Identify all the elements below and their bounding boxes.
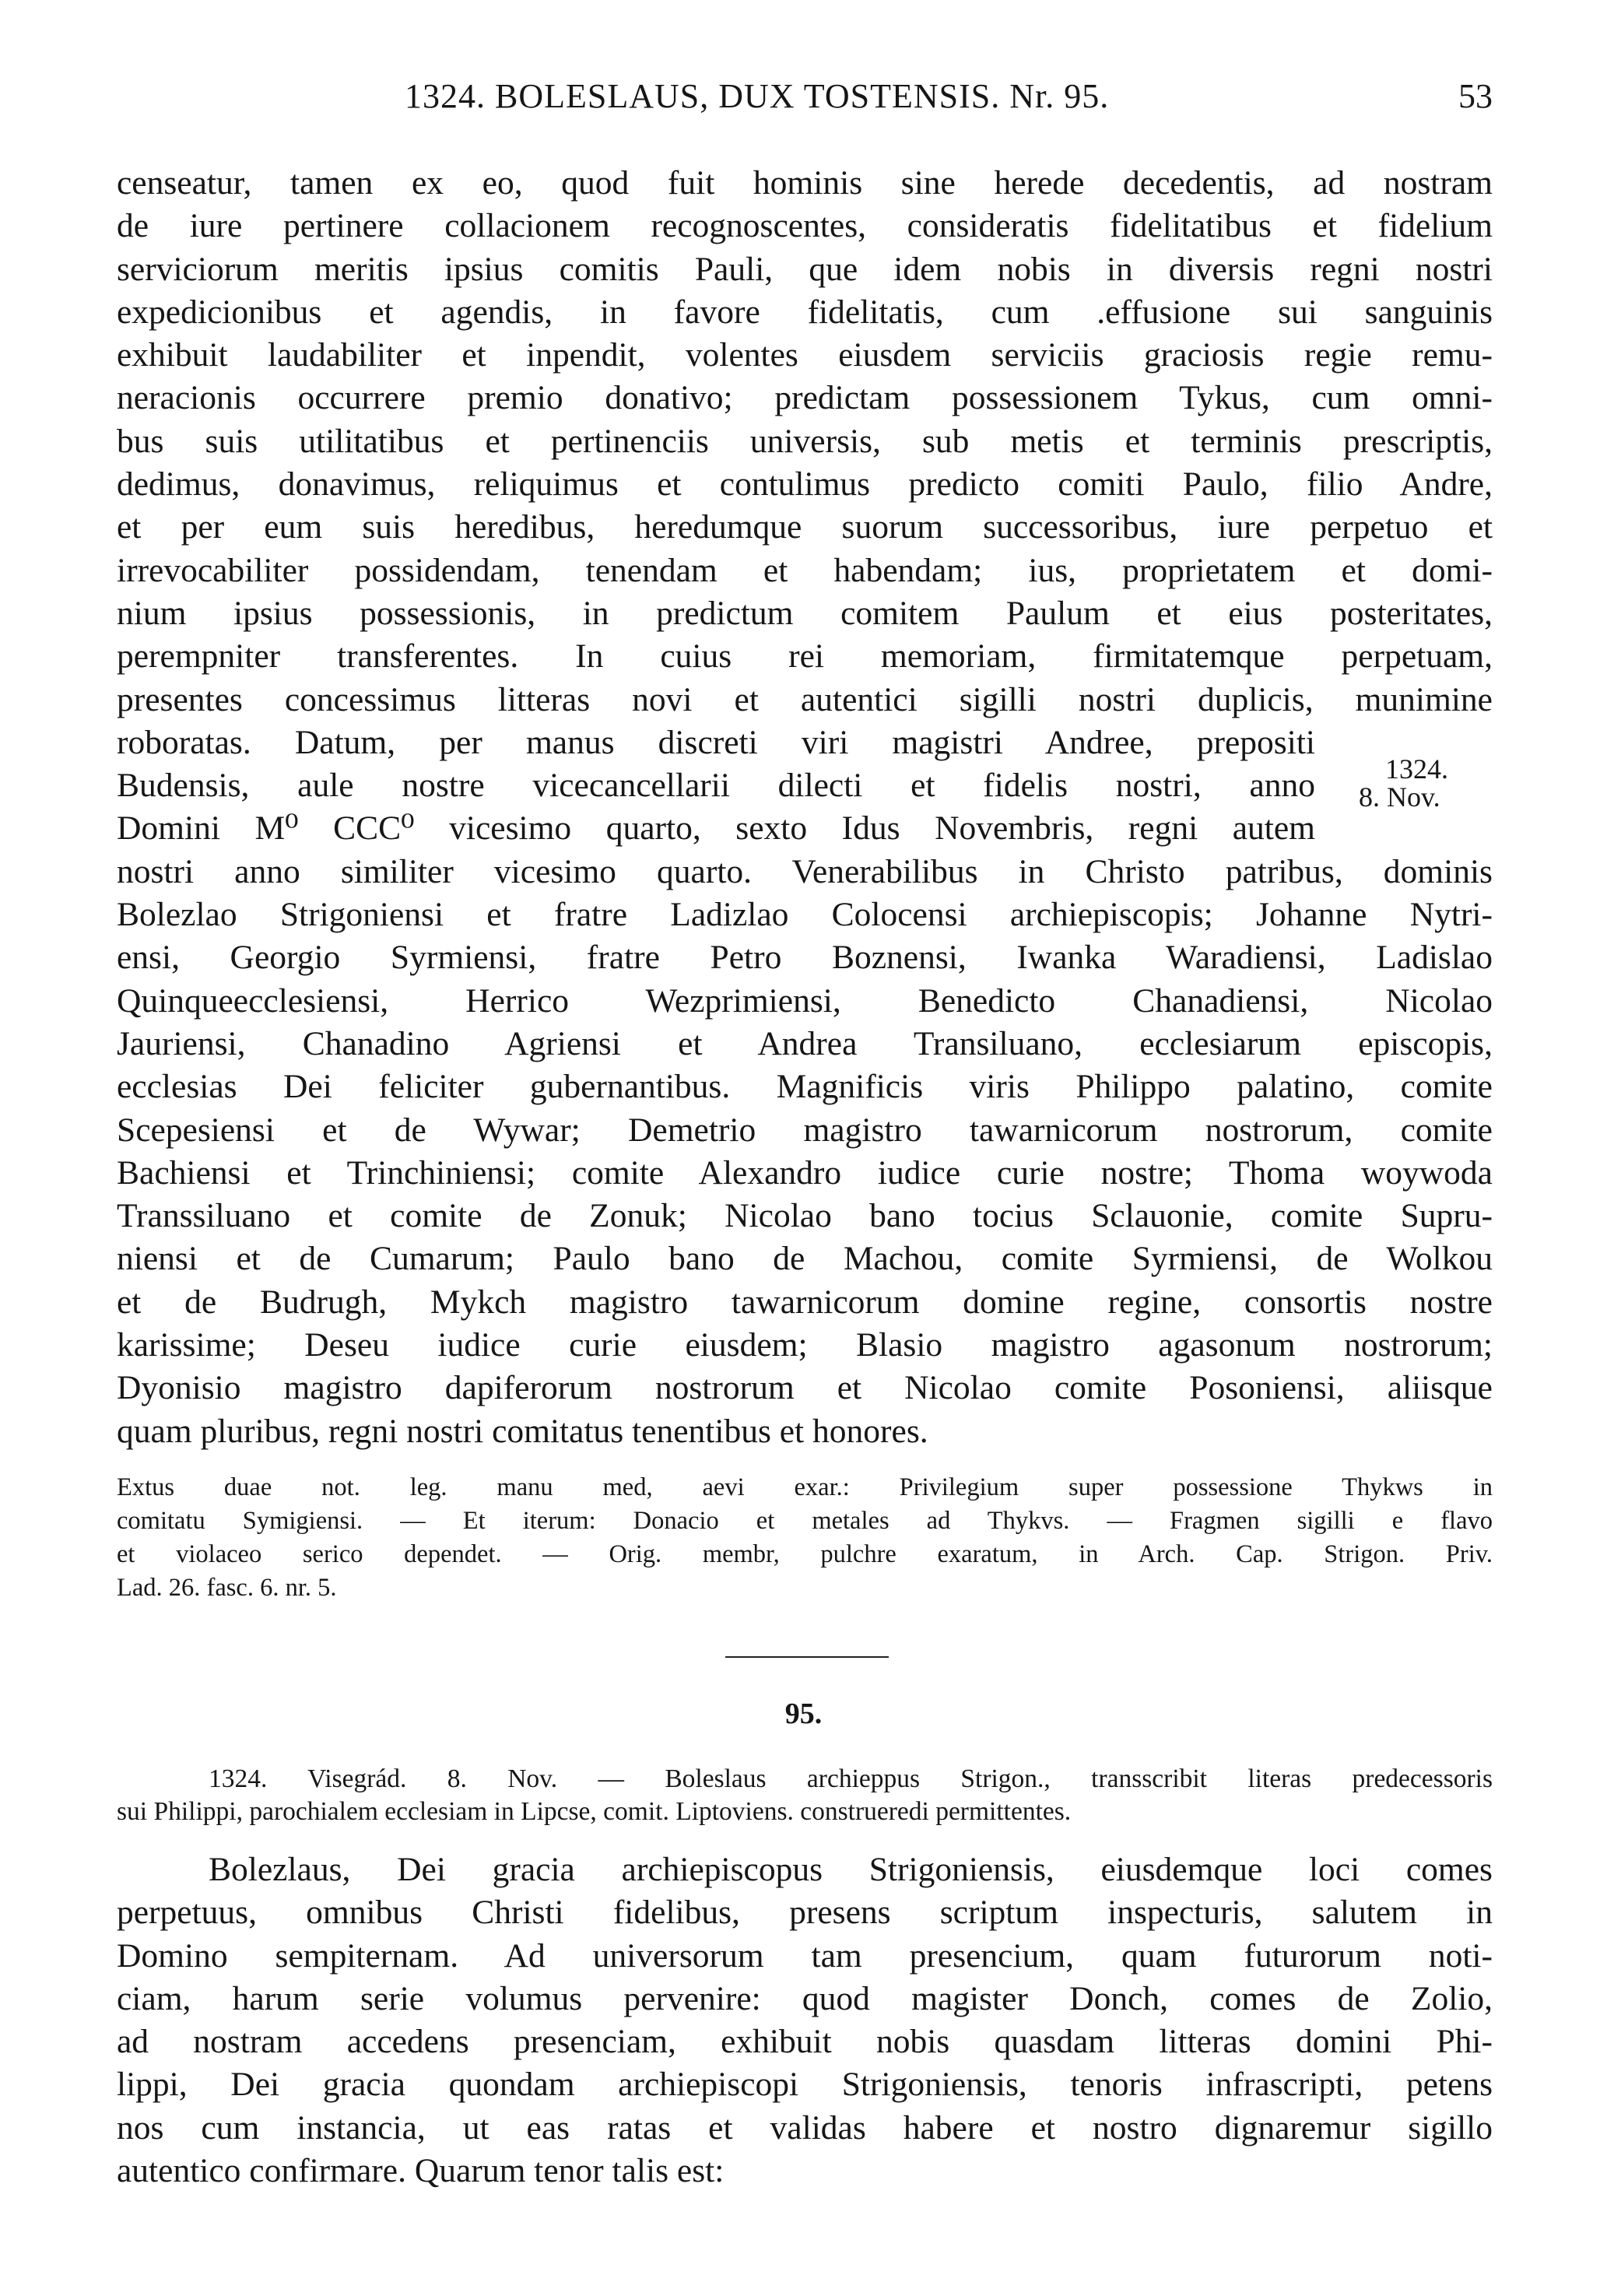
text-line: roboratas. Datum, per manus discreti viri magistri Andree, prepositi [117, 723, 1315, 761]
text-line: perpetuus, omnibus Christi fidelibus, presens scriptum inspecturis, salutem in [117, 1894, 1493, 1932]
text-line: Bachiensi et Trinchiniensi; comite Alexandro iudice curie nostre; Thoma woywoda [117, 1153, 1493, 1192]
text-line: Domini M⁰ CCC⁰ vicesimo quarto, sexto Idus Novembris, regni autem [117, 809, 1315, 848]
text-line: autentico confirmare. Quarum tenor talis est: [117, 2152, 725, 2190]
text-line: exhibuit laudabiliter et inpendit, volentes eiusdem serviciis graciosis regie remu- [117, 336, 1493, 374]
text-line: nostri anno similiter vicesimo quarto. Venerabilibus in Christo patribus, dominis [117, 852, 1493, 890]
text-line: serviciorum meritis ipsius comitis Pauli, que idem nobis in diversis regni nostri [117, 250, 1493, 288]
charter-text [117, 162, 1493, 1453]
text-line: nos cum instancia, ut eas ratas et validas habere et nostro dignaremur sigillo [117, 2108, 1493, 2147]
text-line: lippi, Dei gracia quondam archiepiscopi Strigoniensis, tenoris infrascripti, petens [117, 2066, 1493, 2104]
text-line: censeatur, tamen ex eo, quod fuit hominis sine herede decedentis, ad nostram [117, 164, 1493, 202]
regest-summary [117, 1763, 1493, 1828]
text-line: Bolezlao Strigoniensi et fratre Ladizlao Colocensi archiepiscopis; Johanne Nytri- [117, 896, 1493, 934]
text-line: presentes concessimus litteras novi et autentici sigilli nostri duplicis, munimine [117, 680, 1493, 718]
text-line: dedimus, donavimus, reliquimus et contulimus predicto comiti Paulo, filio Andre, [117, 465, 1493, 504]
text-line: expedicionibus et agendis, in favore fidelitatis, cum .effusione sui sanguinis [117, 293, 1493, 331]
note-line: et violaceo serico dependet. — Orig. membr, pulchre exaratum, in Arch. Cap. Strigon. Priv. [117, 1540, 1493, 1568]
running-title: 1324. BOLESLAUS, DUX TOSTENSIS. Nr. 95. [405, 77, 1110, 115]
running-header [117, 76, 1493, 131]
text-line: karissime; Deseu iudice curie eiusdem; Blasio magistro agasonum nostrorum; [117, 1326, 1493, 1364]
text-line: Budensis, aule nostre vicecancellarii dilecti et fidelis nostri, anno [117, 767, 1315, 805]
text-line: et de Budrugh, Mykch magistro tawarnicorum domine regine, consortis nostre [117, 1283, 1493, 1321]
regest-line: sui Philippi, parochialem ecclesiam in Lipcse, comit. Liptoviens. construeredi permittentes. [117, 1797, 1072, 1826]
margin-date-year: 1324. [1385, 753, 1448, 785]
text-line: perempniter transferentes. In cuius rei memoriam, firmitatemque perpetuam, [117, 637, 1493, 676]
regest-line: 1324. Visegrád. 8. Nov. — Boleslaus archieppus Strigon., transscribit literas predecessoris [209, 1764, 1493, 1793]
text-line: Dyonisio magistro dapiferorum nostrorum et Nicolao comite Posoniensi, aliisque [117, 1369, 1493, 1407]
text-line: ecclesias Dei feliciter gubernantibus. Magnificis viris Philippo palatino, comite [117, 1068, 1493, 1106]
document-number: 95. [784, 1697, 823, 1730]
text-line: irrevocabiliter possidendam, tenendam et habendam; ius, proprietatem et domi- [117, 551, 1493, 589]
note-line: Extus duae not. leg. manu med, aevi exar.: Privilegium super possessione Thykws in [117, 1473, 1493, 1501]
page-number: 53 [1458, 77, 1493, 115]
text-line: et per eum suis heredibus, heredumque suorum successoribus, iure perpetuo et [117, 508, 1493, 546]
section-divider [725, 1656, 889, 1658]
note-line: comitatu Symigiensi. — Et iterum: Donacio et metales ad Thykvs. — Fragmen sigilli e flavo [117, 1507, 1493, 1535]
charter-text-2 [117, 1848, 1493, 2192]
archival-note [117, 1471, 1493, 1605]
text-line: neracionis occurrere premio donativo; predictam possessionem Tykus, cum omni- [117, 379, 1493, 417]
text-line: nium ipsius possessionis, in predictum comitem Paulum et eius posteritates, [117, 594, 1493, 632]
note-line: Lad. 26. fasc. 6. nr. 5. [117, 1574, 337, 1602]
text-line: ad nostram accedens presenciam, exhibuit nobis quasdam litteras domini Phi- [117, 2023, 1493, 2061]
text-line: Domino sempiternam. Ad universorum tam presencium, quam futurorum noti- [117, 1936, 1493, 1975]
text-line: de iure pertinere collacionem recognoscentes, consideratis fidelitatibus et fidelium [117, 207, 1493, 245]
text-line: niensi et de Cumarum; Paulo bano de Machou, comite Syrmiensi, de Wolkou [117, 1240, 1493, 1278]
text-line: bus suis utilitatibus et pertinenciis universis, sub metis et terminis prescriptis, [117, 422, 1493, 460]
margin-date [1359, 755, 1483, 811]
margin-date-day: 8. Nov. [1359, 781, 1440, 813]
text-line: Jauriensi, Chanadino Agriensi et Andrea Transiluano, ecclesiarum episcopis, [117, 1024, 1493, 1062]
text-line: Transsiluano et comite de Zonuk; Nicolao bano tocius Sclauonie, comite Supru- [117, 1197, 1493, 1235]
text-line: Scepesiensi et de Wywar; Demetrio magistro tawarnicorum nostrorum, comite [117, 1111, 1493, 1149]
text-line: Bolezlaus, Dei gracia archiepiscopus Strigoniensis, eiusdemque loci comes [209, 1851, 1493, 1888]
text-line: Quinqueecclesiensi, Herrico Wezprimiensi, Benedicto Chanadiensi, Nicolao [117, 981, 1493, 1020]
text-line: ciam, harum serie volumus pervenire: quod magister Donch, comes de Zolio, [117, 1979, 1493, 2017]
text-line: ensi, Georgio Syrmiensi, fratre Petro Boznensi, Iwanka Waradiensi, Ladislao [117, 939, 1493, 977]
text-line: quam pluribus, regni nostri comitatus tenentibus et honores. [117, 1412, 928, 1450]
